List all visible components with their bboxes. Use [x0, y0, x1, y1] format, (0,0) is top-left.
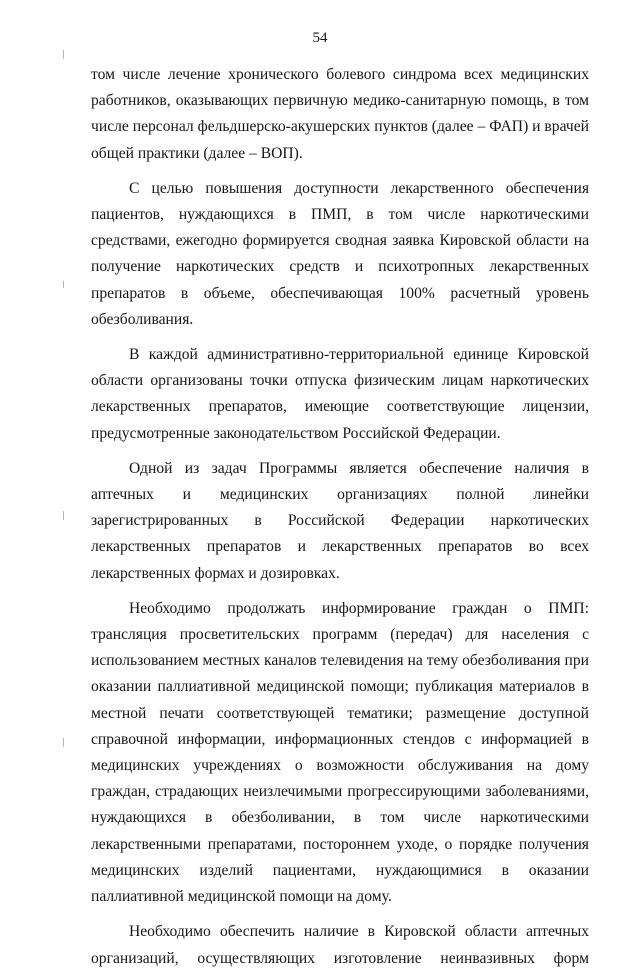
page-number: 54 [312, 30, 328, 46]
paragraph-dispensing-points: В каждой административно-территориальной единице Кировской области организованы точки отпуска физическим лицам наркотических лекарственных препаратов, имеющие соответствующие лицензии, предусмотренные законодательством Российской Федерации. [91, 346, 589, 442]
scan-margin-mark [63, 511, 64, 520]
paragraph-pharmacies: Необходимо обеспечить наличие в Кировской области аптечных организаций, осуществляющих изготовление неинвазивных форм [91, 923, 589, 967]
paragraph-availability: С целью повышения доступности лекарственного обеспечения пациентов, нуждающихся в ПМП, в том числе наркотическими средствами, ежегодно формируется сводная заявка Кировской области на получение наркотических средств и психотропных лекарственных препаратов в объеме, обеспечивающая 100% расчетный уровень обезболивания. [91, 179, 589, 328]
document-body [91, 62, 589, 972]
scan-margin-mark [63, 50, 64, 59]
paragraph-program-task: Одной из задач Программы является обеспечение наличия в аптечных и медицинских организациях полной линейки зарегистрированных в Российской Федерации наркотических лекарственных препаратов и лекарственных препаратов во всех лекарственных формах и дозировках. [91, 459, 589, 582]
paragraph-continuation: том числе лечение хронического болевого синдрома всех медицинских работников, оказывающих первичную медико-санитарную помощь, в том числе персонал фельдшерско-акушерских пунктов (далее – ФАП) и врачей общей практики (далее – ВОП). [91, 66, 589, 162]
scan-margin-mark [63, 281, 64, 288]
scan-margin-mark [63, 738, 64, 747]
paragraph-informing: Необходимо продолжать информирование граждан о ПМП: трансляция просветительских программ (передач) для населения с использованием местных каналов телевидения на тему обезболивания при оказании паллиативной медицинской помощи; публикация материалов в местной печати соответствующей тематики; размещение доступной справочной информации, информационных стендов с информацией в медицинских учреждениях о возможности обслуживания на дому граждан, страдающих неизлечимыми прогрессирующими заболеваниями, нуждающихся в обезболивании, в том числе наркотическими лекарственными препаратами, постороннем уходе, о порядке получения медицинских изделий пациентами, нуждающимися в оказании паллиативной медицинской помощи на дому. [91, 599, 589, 906]
